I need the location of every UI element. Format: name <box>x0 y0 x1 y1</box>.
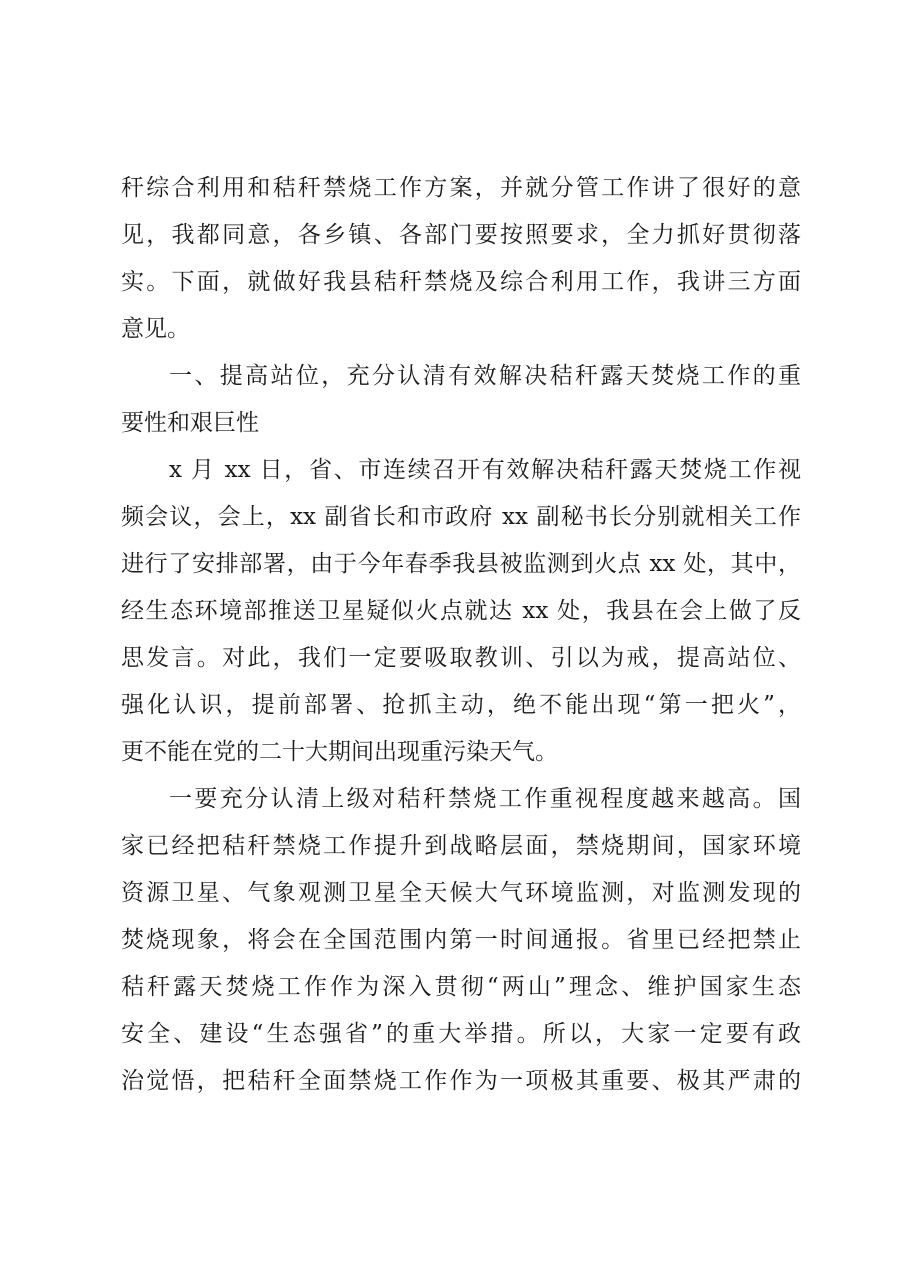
section-heading-line: 一、提高站位，充分认清有效解决秸秆露天焚烧工作的重 <box>169 363 801 389</box>
text-line: 意见。 <box>121 316 190 342</box>
text-line: 思发言。对此，我们一定要吸取教训、引以为戒，提高站位、 <box>121 645 801 671</box>
section-heading-line: 要性和艰巨性 <box>121 410 259 436</box>
text-line: 秆综合利用和秸秆禁烧工作方案，并就分管工作讲了很好的意 <box>121 175 801 201</box>
text-line: 安全、建设“生态强省”的重大举措。所以，大家一定要有政 <box>121 1021 801 1047</box>
text-line: 进行了安排部署，由于今年春季我县被监测到火点 xx 处，其中， <box>121 551 801 577</box>
text-line: 实。下面，就做好我县秸秆禁烧及综合利用工作，我讲三方面 <box>121 269 801 295</box>
text-line: 秸秆露天焚烧工作作为深入贯彻“两山”理念、维护国家生态 <box>121 974 801 1000</box>
text-line: 家已经把秸秆禁烧工作提升到战略层面，禁烧期间，国家环境 <box>121 833 801 859</box>
text-line: 经生态环境部推送卫星疑似火点就达 xx 处，我县在会上做了反 <box>121 598 801 624</box>
document-body <box>121 165 801 1105</box>
text-line: 见，我都同意，各乡镇、各部门要按照要求，全力抓好贯彻落 <box>121 222 801 248</box>
text-line: 更不能在党的二十大期间出现重污染天气。 <box>121 739 558 765</box>
text-line: 治觉悟，把秸秆全面禁烧工作作为一项极其重要、极其严肃的 <box>121 1068 801 1094</box>
text-line: 焚烧现象，将会在全国范围内第一时间通报。省里已经把禁止 <box>121 927 801 953</box>
text-line: 频会议，会上，xx 副省长和市政府 xx 副秘书长分别就相关工作 <box>121 504 801 530</box>
text-line: 强化认识，提前部署、抢抓主动，绝不能出现“第一把火”， <box>121 692 801 718</box>
text-line: 资源卫星、气象观测卫星全天候大气环境监测，对监测发现的 <box>121 880 801 906</box>
text-line: x 月 xx 日，省、市连续召开有效解决秸秆露天焚烧工作视 <box>169 457 801 483</box>
text-line: 一要充分认清上级对秸秆禁烧工作重视程度越来越高。国 <box>169 786 801 812</box>
